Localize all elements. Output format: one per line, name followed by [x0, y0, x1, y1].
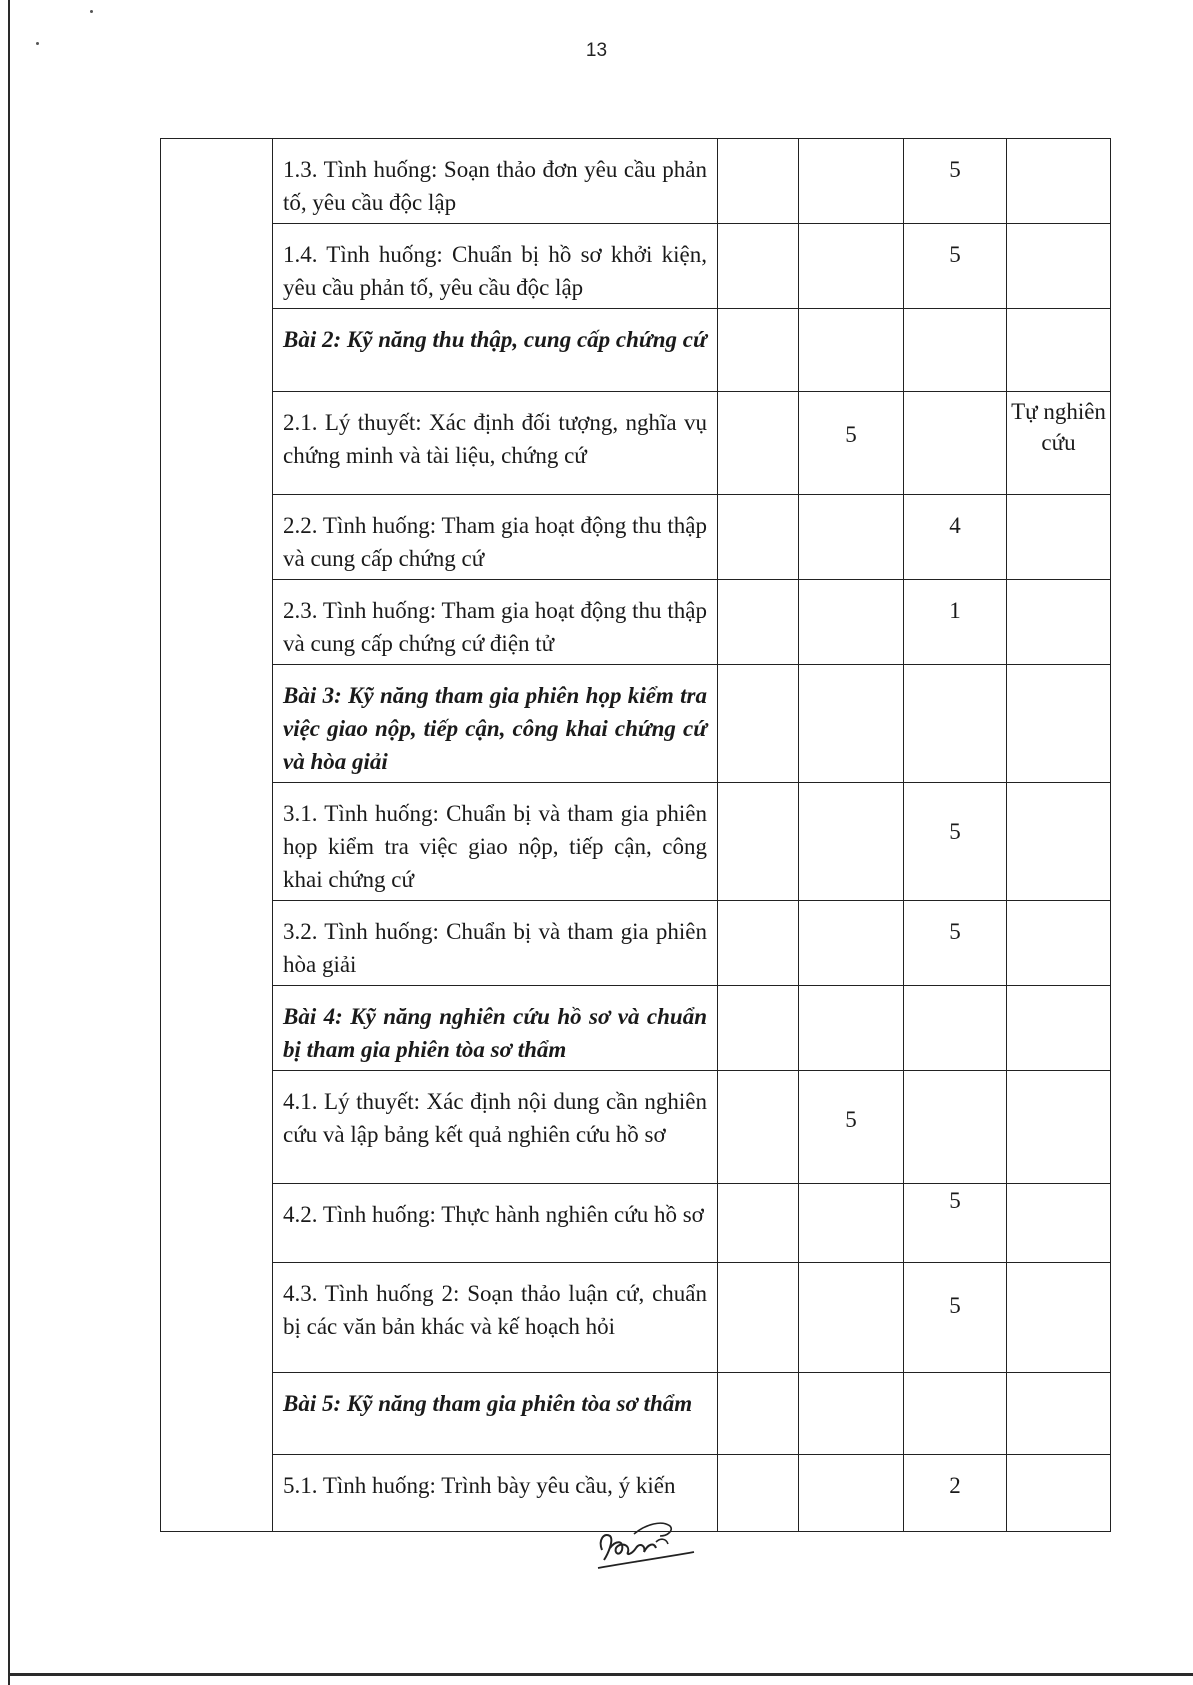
- ly-thuyet-hours: [799, 495, 904, 580]
- row-note: [1007, 495, 1111, 580]
- ly-thuyet-hours: [799, 783, 904, 901]
- scan-edge-bottom: [8, 1673, 1193, 1676]
- empty-cell: [718, 1373, 799, 1455]
- empty-cell: [718, 1184, 799, 1263]
- thuc-hanh-hours: 5: [904, 224, 1007, 309]
- lesson-heading: Bài 5: Kỹ năng tham gia phiên tòa sơ thẩm: [273, 1373, 718, 1455]
- ly-thuyet-hours: [799, 1455, 904, 1532]
- ly-thuyet-hours: [799, 224, 904, 309]
- row-note: [1007, 139, 1111, 224]
- row-note: [1007, 1373, 1111, 1455]
- row-note: [1007, 1184, 1111, 1263]
- ly-thuyet-hours: [799, 1184, 904, 1263]
- empty-cell: [718, 986, 799, 1071]
- row-content: 4.1. Lý thuyết: Xác định nội dung cần nghiên cứu và lập bảng kết quả nghiên cứu hồ sơ: [273, 1071, 718, 1184]
- row-note: [1007, 783, 1111, 901]
- thuc-hanh-hours: [904, 986, 1007, 1071]
- scan-edge-left: [8, 0, 10, 1685]
- thuc-hanh-hours: 4: [904, 495, 1007, 580]
- empty-cell: [718, 224, 799, 309]
- lesson-heading: Bài 3: Kỹ năng tham gia phiên họp kiểm tra việc giao nộp, tiếp cận, công khai chứng cứ và hòa giải: [273, 665, 718, 783]
- ly-thuyet-hours: [799, 1373, 904, 1455]
- empty-cell: [718, 1071, 799, 1184]
- table-row: [161, 224, 1111, 309]
- row-content: 3.1. Tình huống: Chuẩn bị và tham gia phiên họp kiểm tra việc giao nộp, tiếp cận, công khai chứng cứ: [273, 783, 718, 901]
- table-row: [161, 1263, 1111, 1373]
- page-number: 13: [585, 40, 608, 61]
- row-note: [1007, 1071, 1111, 1184]
- empty-cell: [718, 392, 799, 495]
- lesson-heading: Bài 2: Kỹ năng thu thập, cung cấp chứng cứ: [273, 309, 718, 392]
- ly-thuyet-hours: [799, 1263, 904, 1373]
- ly-thuyet-hours: [799, 901, 904, 986]
- row-content: 4.2. Tình huống: Thực hành nghiên cứu hồ sơ: [273, 1184, 718, 1263]
- row-content: 5.1. Tình huống: Trình bày yêu cầu, ý kiến: [273, 1455, 718, 1532]
- empty-cell: [718, 309, 799, 392]
- thuc-hanh-hours: [904, 1071, 1007, 1184]
- thuc-hanh-hours: 5: [904, 783, 1007, 901]
- signature-mark: [590, 1510, 700, 1580]
- table-row: [161, 309, 1111, 392]
- table-row: [161, 783, 1111, 901]
- thuc-hanh-hours: 5: [904, 139, 1007, 224]
- empty-cell: [718, 665, 799, 783]
- table-row: [161, 901, 1111, 986]
- ly-thuyet-hours: 5: [799, 392, 904, 495]
- empty-cell: [718, 139, 799, 224]
- row-content: 1.4. Tình huống: Chuẩn bị hồ sơ khởi kiện, yêu cầu phản tố, yêu cầu độc lập: [273, 224, 718, 309]
- thuc-hanh-hours: 5: [904, 1263, 1007, 1373]
- curriculum-table: [160, 138, 1111, 1532]
- thuc-hanh-hours: [904, 309, 1007, 392]
- thuc-hanh-hours: 1: [904, 580, 1007, 665]
- table-row: [161, 1373, 1111, 1455]
- empty-cell: [718, 901, 799, 986]
- ly-thuyet-hours: [799, 309, 904, 392]
- ly-thuyet-hours: [799, 665, 904, 783]
- row-note: [1007, 580, 1111, 665]
- table-row: [161, 580, 1111, 665]
- row-content: 4.3. Tình huống 2: Soạn thảo luận cứ, chuẩn bị các văn bản khác và kế hoạch hỏi: [273, 1263, 718, 1373]
- ly-thuyet-hours: [799, 986, 904, 1071]
- ly-thuyet-hours: [799, 139, 904, 224]
- scan-speck: [90, 10, 93, 13]
- empty-cell: [718, 783, 799, 901]
- table-row: [161, 1071, 1111, 1184]
- table-row: [161, 665, 1111, 783]
- thuc-hanh-hours: [904, 1373, 1007, 1455]
- row-note: [1007, 1455, 1111, 1532]
- table-row: [161, 139, 1111, 224]
- merged-left-cell: [161, 139, 273, 1532]
- row-content: 2.3. Tình huống: Tham gia hoạt động thu thập và cung cấp chứng cứ điện tử: [273, 580, 718, 665]
- ly-thuyet-hours: [799, 580, 904, 665]
- row-content: 2.1. Lý thuyết: Xác định đối tượng, nghĩa vụ chứng minh và tài liệu, chứng cứ: [273, 392, 718, 495]
- table-row: [161, 495, 1111, 580]
- row-content: 1.3. Tình huống: Soạn thảo đơn yêu cầu phản tố, yêu cầu độc lập: [273, 139, 718, 224]
- thuc-hanh-hours: [904, 392, 1007, 495]
- table-row: [161, 986, 1111, 1071]
- row-note: [1007, 665, 1111, 783]
- empty-cell: [718, 1455, 799, 1532]
- ly-thuyet-hours: 5: [799, 1071, 904, 1184]
- table-row: [161, 1184, 1111, 1263]
- empty-cell: [718, 495, 799, 580]
- thuc-hanh-hours: 5: [904, 1184, 1007, 1263]
- empty-cell: [718, 580, 799, 665]
- row-note: [1007, 1263, 1111, 1373]
- thuc-hanh-hours: 5: [904, 901, 1007, 986]
- thuc-hanh-hours: [904, 665, 1007, 783]
- empty-cell: [718, 1263, 799, 1373]
- row-note: Tự nghiên cứu: [1007, 392, 1111, 495]
- row-note: [1007, 309, 1111, 392]
- table-row: [161, 392, 1111, 495]
- row-note: [1007, 986, 1111, 1071]
- thuc-hanh-hours: 2: [904, 1455, 1007, 1532]
- row-note: [1007, 224, 1111, 309]
- row-content: 3.2. Tình huống: Chuẩn bị và tham gia phiên hòa giải: [273, 901, 718, 986]
- row-note: [1007, 901, 1111, 986]
- row-content: 2.2. Tình huống: Tham gia hoạt động thu thập và cung cấp chứng cứ: [273, 495, 718, 580]
- lesson-heading: Bài 4: Kỹ năng nghiên cứu hồ sơ và chuẩn bị tham gia phiên tòa sơ thẩm: [273, 986, 718, 1071]
